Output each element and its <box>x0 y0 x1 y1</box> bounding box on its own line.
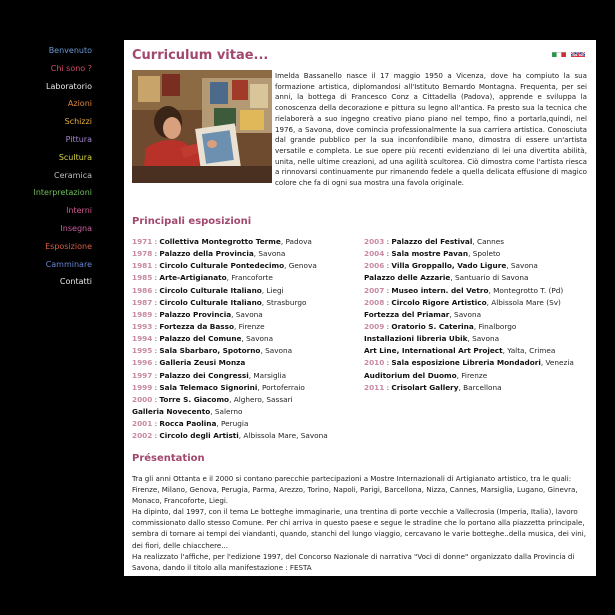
exhibition-place: , Firenze <box>456 370 488 380</box>
nav-item-esposizione[interactable]: Esposizione <box>45 241 92 251</box>
exhibition-venue: Palazzo del Festival <box>391 237 473 246</box>
main-nav <box>0 42 92 291</box>
exhibition-venue: Sala Telemaco Signorini <box>159 382 258 392</box>
exhibition-venue: Torre S. Giacomo <box>159 394 230 404</box>
exhibition-place: , Francoforte <box>226 273 273 283</box>
exhibition-row: 2011 : Crisolart Gallery, Barcellona <box>364 382 502 392</box>
exhibition-row: 2008 : Circolo Rigore Artistico, Albissola Mare (Sv) <box>364 297 561 307</box>
exhibition-venue: Palazzo Provincia <box>159 309 232 319</box>
exhibition-venue: Circolo Culturale Italiano <box>159 285 262 295</box>
nav-item-chi-sono[interactable]: Chi sono ? <box>50 63 92 73</box>
exhibition-venue: Museo intern. del Vetro <box>391 285 489 295</box>
exhibition-year: 2011 <box>364 382 385 392</box>
exhibition-venue: Palazzo delle Azzarie <box>364 273 451 283</box>
exhibition-row: 1999 : Sala Telemaco Signorini, Portoferraio <box>132 382 305 392</box>
exhibition-place: , Montegrotto T. (Pd) <box>488 285 564 295</box>
exhibition-place: , Spoleto <box>468 249 501 259</box>
nav-item-azioni[interactable]: Azioni <box>67 99 92 109</box>
nav-item-camminare[interactable]: Camminare <box>45 259 92 269</box>
exhibition-venue: Sala esposizione Libreria Mondadori <box>391 358 541 368</box>
exhibition-place: , Strasburgo <box>261 297 307 307</box>
exhibition-year: 2000 <box>132 394 153 404</box>
exhibition-place: , Savona <box>253 249 286 259</box>
exhibition-row: 2007 : Museo intern. del Vetro, Montegrotto T. (Pd) <box>364 285 564 295</box>
exhibition-row: 2004 : Sala mostre Pavan, Spoleto <box>364 249 501 259</box>
exhibition-row: 1993 : Fortezza da Basso, Firenze <box>132 321 265 331</box>
italian-flag-icon[interactable] <box>552 47 566 57</box>
exhibition-row: 2010 : Sala esposizione Libreria Mondadori, Venezia <box>364 358 574 368</box>
exhibition-row <box>364 333 574 345</box>
exhibition-place: , Barcellona <box>458 382 502 392</box>
exhibition-row <box>364 370 574 382</box>
exhibition-venue: Auditorium del Duomo <box>364 370 457 380</box>
exhibition-row: 2002 : Circolo degli Artisti, Albissola Mare, Savona <box>132 431 328 441</box>
exhibition-year: 2010 <box>364 358 385 368</box>
exhibition-venue: Circolo Rigore Artistico <box>391 297 487 307</box>
exhibition-venue: Galleria Zeusi Monza <box>159 358 246 368</box>
exhibition-place: , Savona <box>260 346 293 356</box>
exhibition-year: 2008 <box>364 297 385 307</box>
nav-item-interpretazioni[interactable]: Interpretazioni <box>33 188 92 198</box>
exhibition-year: 2003 <box>364 237 385 246</box>
exhibition-venue: Art Line, International Art Project <box>364 346 503 356</box>
exhibition-venue: Villa Groppallo, Vado Ligure <box>391 261 507 271</box>
exhibition-venue: Fortezza da Basso <box>159 321 234 331</box>
exhibition-venue: Sala Sbarbaro, Spotorno <box>159 346 261 356</box>
presentation-heading: Présentation <box>132 453 205 464</box>
exhibition-venue: Palazzo dei Congressi <box>159 370 249 380</box>
exhibition-row <box>364 345 574 357</box>
exhibition-place: , Marsiglia <box>248 370 287 380</box>
exhibition-year: 1997 <box>132 370 153 380</box>
exhibition-row <box>132 406 328 418</box>
exhibition-row: 1987 : Circolo Culturale Italiano, Strasburgo <box>132 297 307 307</box>
exhibition-place: , Padova <box>280 237 312 246</box>
nav-item-benvenuto[interactable]: Benvenuto <box>48 46 92 55</box>
exhibition-venue: Circolo degli Artisti <box>159 431 239 441</box>
exhibition-place: , Savona <box>231 309 263 319</box>
exhibition-place: , Savona <box>467 334 500 344</box>
exhibition-row <box>364 309 574 321</box>
exhibition-place: , Liegi <box>261 285 284 295</box>
exhibition-row: 1971 : Collettiva Montegrotto Terme, Padova <box>132 237 312 246</box>
exhibition-row: 1994 : Palazzo del Comune, Savona <box>132 334 274 344</box>
exhibition-year: 1993 <box>132 321 153 331</box>
exhibition-venue: Circolo Culturale Italiano <box>159 297 262 307</box>
intro-text: Imelda Bassanello nasce il 17 maggio 1950 a Vicenza, dove ha compiuto la sua formazione artistica, diplomandosi all'Istituto Bernardo Montagna. Frequenta, per sei anni, la bottega di Francesco Conz a Cittadella (Padova), apprende e sviluppa la conoscenza della decorazione e pittura su legno all'antica. Fa presto sua la tecnica che rielaborerà a suo ingegno creativo piano piano nel tempo, fino a portarla,quindi, nel 1976, a Savona, dove comincia professionalmente la sua carriera artistica. Conosciuta dal grande pubblico per la sua inconfondibile mano, dimostra di essere un'artista versatile e completa. Le sue opere più recenti evidenziano di lei una divertita abilità, unita, nelle ultime creazioni, ad una agilità scultorea. Ciò dimostra come l'artista riesca a rinnovarsi continuamente pur rimanendo fedele a quella delicata effusione di magico colore che fa di ogni sua mostra una favola originale. <box>275 71 587 188</box>
exhibition-row: 2006 : Villa Groppallo, Vado Ligure, Savona <box>364 261 538 271</box>
exhibition-place: , Alghero, Sassari <box>229 394 293 404</box>
exhibition-year: 1995 <box>132 346 153 356</box>
exhibition-place: , Savona <box>241 334 274 344</box>
exhibition-venue: Circolo Culturale Pontedecimo <box>159 261 285 271</box>
page-title: Curriculum vitae... <box>132 48 269 63</box>
nav-item-insegna[interactable]: Insegna <box>60 223 92 233</box>
exhibition-place: , Firenze <box>234 321 265 331</box>
exhibition-venue: Fortezza del Priamar <box>364 309 450 319</box>
nav-item-ceramica[interactable]: Ceramica <box>53 170 92 180</box>
exhibition-place: , Salerno <box>210 406 243 416</box>
presentation-text <box>132 473 587 573</box>
exhibition-year: 2004 <box>364 249 385 259</box>
exhibition-row: 1985 : Arte-Artigianato, Francoforte <box>132 273 273 283</box>
exhibition-venue: Installazioni libreria Ubik <box>364 334 468 344</box>
exhibition-year: 1999 <box>132 382 153 392</box>
exhibition-place: , Finalborgo <box>473 321 517 331</box>
exhibition-year: 2006 <box>364 261 385 271</box>
exhibition-year: 1987 <box>132 297 153 307</box>
nav-item-scultura[interactable]: Scultura <box>58 152 92 162</box>
exhibition-place: , Venezia <box>540 358 574 368</box>
exhibition-row: 2003 : Palazzo del Festival, Cannes <box>364 237 505 246</box>
exhibition-year: 2009 <box>364 321 385 331</box>
exhibition-year: 1985 <box>132 273 153 283</box>
presentation-paragraph: Tra gli anni Ottanta e il 2000 si contano parecchie partecipazioni a Mostre Internazionali di Artigianato artistico, tra le quali: Firenze, Milano, Genova, Perugia, Parma, Arezzo, Torino, Napoli, Parigi, Barcellona, Nizza, Cannes, Marsiglia, Lugano, Ginevra, Monaco, Francoforte, Liegi. <box>132 474 578 506</box>
exhibition-row: 2000 : Torre S. Giacomo, Alghero, Sassari <box>132 394 293 404</box>
content-panel <box>124 40 596 576</box>
exhibitions-left-column <box>132 236 328 442</box>
exhibition-row: 1981 : Circolo Culturale Pontedecimo, Genova <box>132 261 317 271</box>
presentation-paragraph: Ha dipinto, dal 1997, con il tema Le botteghe immaginarie, una trentina di porte vecchie a Vallecrosia (Imperia, Italia), lavoro commissionato dallo stesso Comune. Per chi arriva in questo paese e segue le stradine che lo portano alla piazzetta principale, sembra di tornare ai tempi dei viandanti, quando, stanchi del lungo viaggio, cercavano le varie botteghe..della musica, dei vini, dei fiori, delle chiacchere... <box>132 507 586 550</box>
nav-item-pittura[interactable]: Pittura <box>65 134 92 144</box>
exhibition-year: 2007 <box>364 285 385 295</box>
exhibition-year: 2002 <box>132 431 153 441</box>
nav-item-schizzi[interactable]: Schizzi <box>64 117 92 127</box>
exhibition-place: , Savona <box>506 261 538 271</box>
nav-item-interni[interactable]: Interni <box>66 206 92 216</box>
exhibition-row: 1978 : Palazzo della Provincia, Savona <box>132 249 286 259</box>
exhibition-row: 2009 : Oratorio S. Caterina, Finalborgo <box>364 321 517 331</box>
exhibition-venue: Palazzo del Comune <box>159 334 242 344</box>
exhibition-venue: Crisolart Gallery <box>391 382 459 392</box>
exhibition-place: , Albissola Mare, Savona <box>238 431 328 441</box>
exhibition-venue: Rocca Paolina <box>159 419 217 429</box>
exhibition-venue: Palazzo della Provincia <box>159 249 254 259</box>
exhibition-row: 1986 : Circolo Culturale Italiano, Liegi <box>132 285 284 295</box>
exhibition-place: , Perugia <box>216 419 249 429</box>
uk-flag-icon[interactable] <box>571 47 585 57</box>
exhibition-place: , Portoferraio <box>257 382 305 392</box>
presentation-paragraph: Ha realizzato l'affiche, per l'edizione 1997, del Concorso Nazionale di narrativa "Voci di donne" organizzato dalla Provincia di Savona, dando il titolo alla manifestazione : FESTA <box>132 551 575 572</box>
exhibition-year: 1978 <box>132 249 153 259</box>
exhibition-row <box>364 272 574 284</box>
exhibition-place: , Genova <box>284 261 317 271</box>
exhibition-row: 1996 : Galleria Zeusi Monza <box>132 358 246 368</box>
exhibition-row: 1997 : Palazzo dei Congressi, Marsiglia <box>132 370 287 380</box>
exhibitions-heading: Principali esposizioni <box>132 216 252 227</box>
exhibition-year: 1994 <box>132 334 153 344</box>
exhibition-venue: Galleria Novecento <box>132 406 211 416</box>
exhibition-year: 1996 <box>132 358 153 368</box>
exhibition-year: 1971 <box>132 237 153 246</box>
exhibition-place: , Cannes <box>472 237 505 246</box>
nav-item-laboratorio[interactable]: Laboratorio <box>46 81 92 91</box>
exhibition-year: 1986 <box>132 285 153 295</box>
exhibition-row: 1989 : Palazzo Provincia, Savona <box>132 309 263 319</box>
exhibition-year: 1989 <box>132 309 153 319</box>
exhibition-row: 2001 : Rocca Paolina, Perugia <box>132 419 249 429</box>
exhibition-place: , Santuario di Savona <box>450 273 529 283</box>
exhibition-venue: Arte-Artigianato <box>159 273 227 283</box>
exhibition-venue: Sala mostre Pavan <box>391 249 469 259</box>
exhibition-venue: Oratorio S. Caterina <box>391 321 474 331</box>
exhibition-venue: Collettiva Montegrotto Terme <box>159 237 281 246</box>
exhibition-place: , Savona <box>449 309 482 319</box>
exhibition-year: 2001 <box>132 419 153 429</box>
exhibition-place: , Yalta, Crimea <box>502 346 556 356</box>
exhibition-place: , Albissola Mare (Sv) <box>486 297 561 307</box>
exhibitions-right-column <box>364 236 574 394</box>
nav-item-contatti[interactable]: Contatti <box>59 277 92 287</box>
exhibition-row: 1995 : Sala Sbarbaro, Spotorno, Savona <box>132 346 293 356</box>
exhibition-year: 1981 <box>132 261 153 271</box>
